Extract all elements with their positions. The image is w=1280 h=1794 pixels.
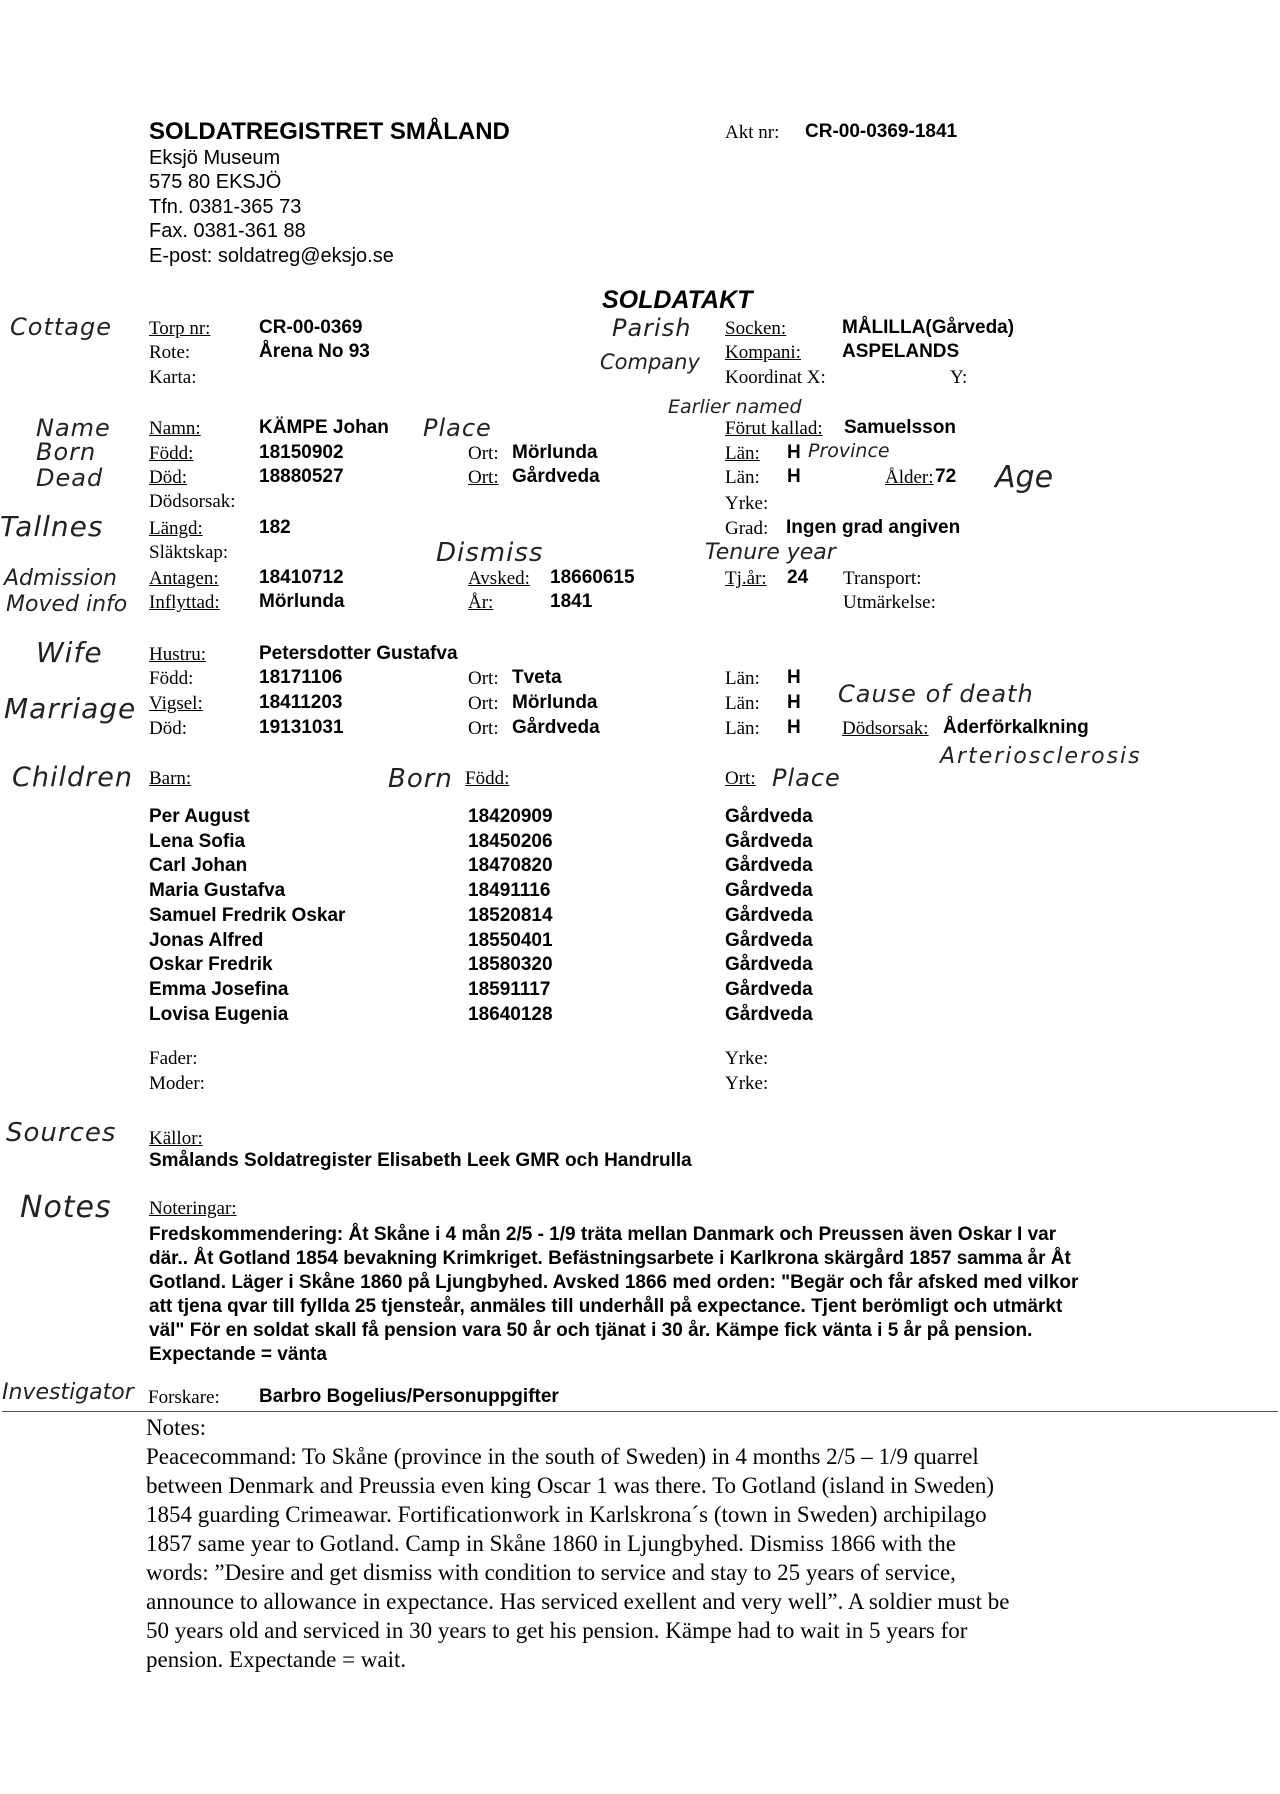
karta-label: Karta: <box>149 367 197 388</box>
wife-dodsorsak-value: Åderförkalkning <box>943 717 1089 738</box>
child-name: Jonas Alfred <box>149 930 264 951</box>
hustru-label: Hustru: <box>149 644 206 665</box>
children-ort-label: Ort: <box>725 768 756 789</box>
hustru-value: Petersdotter Gustafva <box>259 643 458 664</box>
handnote-name: Name <box>36 414 111 442</box>
child-place: Gårdveda <box>725 806 813 827</box>
avsked-value: 18660615 <box>550 567 635 588</box>
inflyttad-value: Mörlunda <box>259 591 345 612</box>
kompani-value: ASPELANDS <box>842 341 960 362</box>
koordinat-x-label: Koordinat X: <box>725 367 826 388</box>
child-place: Gårdveda <box>725 880 813 901</box>
yrke-label: Yrke: <box>725 493 769 514</box>
vigsel-label: Vigsel: <box>149 693 203 714</box>
wife-fodd-label: Född: <box>149 668 194 689</box>
child-name: Samuel Fredrik Oskar <box>149 905 346 926</box>
handnote-cottage: Cottage <box>10 313 112 341</box>
email-address: E-post: soldatreg@eksjo.se <box>149 245 394 267</box>
vigsel-value: 18411203 <box>259 692 343 713</box>
grad-value: Ingen grad angiven <box>786 517 961 538</box>
notes-line: att tjena qvar till fyllda 25 tjensteår, anmäles till underhåll på expectance. Tjent berömligt och utmärkt <box>149 1296 1063 1317</box>
notes-line: där.. Åt Gotland 1854 bevakning Krimkriget. Befästningsarbete i Karlkrona skärgård 1857 samma år Åt <box>149 1248 1071 1269</box>
handnote-company: Company <box>600 350 700 374</box>
ort-label-born: Ort: <box>468 443 499 464</box>
fader-label: Fader: <box>149 1048 198 1069</box>
child-born: 18591117 <box>468 979 551 1000</box>
fax-number: Fax. 0381-361 88 <box>149 220 306 242</box>
wife-fodd-value: 18171106 <box>259 667 343 688</box>
ar-label: År: <box>468 592 494 613</box>
handnote-born: Born <box>36 438 97 466</box>
translation-line: Peacecommand: To Skåne (province in the south of Sweden) in 4 months 2/5 – 1/9 quarrel <box>146 1444 979 1469</box>
child-born: 18450206 <box>468 831 553 852</box>
child-born: 18550401 <box>468 930 553 951</box>
child-born: 18420909 <box>468 806 553 827</box>
wife-dod-value: 19131031 <box>259 717 344 738</box>
handnote-moved-info: Moved info <box>6 592 128 617</box>
child-place: Gårdveda <box>725 930 813 951</box>
barn-label: Barn: <box>149 768 192 789</box>
socken-value: MÅLILLA(Gårveda) <box>842 317 1015 338</box>
wife-ort-3-value: Gårdveda <box>512 717 600 738</box>
register-title: SOLDATREGISTRET SMÅLAND <box>149 118 510 145</box>
child-born: 18520814 <box>468 905 553 926</box>
utmarkelse-label: Utmärkelse: <box>843 592 936 613</box>
translation-line: 1857 same year to Gotland. Camp in Skåne 1860 in Ljungbyhed. Dismiss 1866 with the <box>146 1531 957 1556</box>
child-place: Gårdveda <box>725 1004 813 1025</box>
notes-line: väl" För en soldat skall få pension vara 50 år och tjänat i 30 år. Kämpe fick vänta i 5 år på pension. <box>149 1320 1033 1341</box>
child-name: Per August <box>149 806 250 827</box>
ort-born-value: Mörlunda <box>512 442 598 463</box>
wife-ort-label-3: Ort: <box>468 718 499 739</box>
akt-value: CR-00-0369-1841 <box>805 121 958 142</box>
lan-born-value: H <box>787 442 801 463</box>
wife-lan-3-value: H <box>787 717 801 738</box>
handnote-cause-of-death: Cause of death <box>838 680 1034 708</box>
translation-title: Notes: <box>146 1415 207 1440</box>
avsked-label: Avsked: <box>468 568 530 589</box>
handnote-place: Place <box>423 414 492 442</box>
translation-line: 50 years old and serviced in 30 years to get his pension. Kämpe had to wait in 5 years for <box>146 1618 968 1643</box>
section-divider <box>2 1411 1278 1412</box>
wife-ort-label-2: Ort: <box>468 693 499 714</box>
rote-label: Rote: <box>149 342 191 363</box>
dod-label: Död: <box>149 467 187 488</box>
phone-number: Tfn. 0381-365 73 <box>149 196 302 218</box>
notes-line: Fredskommendering: Åt Skåne i 4 mån 2/5 - 1/9 träta mellan Danmark och Preussen även Oskar I var <box>149 1224 1057 1245</box>
ort-dead-value: Gårdveda <box>512 466 600 487</box>
moder-yrke-label: Yrke: <box>725 1073 769 1094</box>
child-born: 18640128 <box>468 1004 553 1025</box>
child-name: Emma Josefina <box>149 979 289 1000</box>
transport-label: Transport: <box>843 568 922 589</box>
handnote-wife: Wife <box>36 636 103 669</box>
wife-lan-2-value: H <box>787 692 801 713</box>
handnote-born-children: Born <box>388 764 453 794</box>
handnote-place-children: Place <box>772 764 841 792</box>
handnote-age: Age <box>995 460 1054 495</box>
wife-lan-1-value: H <box>787 667 801 688</box>
handnote-investigator: Investigator <box>2 1380 134 1405</box>
grad-label: Grad: <box>725 518 769 539</box>
translation-line: between Denmark and Preussia even king Oscar 1 was there. To Gotland (island in Sweden) <box>146 1473 995 1498</box>
wife-lan-label-3: Län: <box>725 718 760 739</box>
wife-lan-label-1: Län: <box>725 668 760 689</box>
namn-value: KÄMPE Johan <box>259 417 389 438</box>
dodsorsak-label: Dödsorsak: <box>149 491 236 512</box>
moder-label: Moder: <box>149 1073 205 1094</box>
child-name: Carl Johan <box>149 855 248 876</box>
fodd-label: Född: <box>149 443 194 464</box>
notes-line: Expectande = vänta <box>149 1344 327 1365</box>
handnote-admission: Admission <box>4 566 117 591</box>
wife-ort-label-1: Ort: <box>468 668 499 689</box>
handnote-marriage: Marriage <box>4 692 137 725</box>
kallor-label: Källor: <box>149 1128 203 1149</box>
handnote-notes: Notes <box>20 1190 112 1225</box>
child-name: Maria Gustafva <box>149 880 286 901</box>
translation-line: words: ”Desire and get dismiss with condition to service and stay to 25 years of service, <box>146 1560 956 1585</box>
noteringar-label: Noteringar: <box>149 1198 237 1219</box>
lan-label-dead: Län: <box>725 467 760 488</box>
handnote-province: Province <box>808 440 890 462</box>
rote-value: Årena No 93 <box>259 341 370 362</box>
alder-value: 72 <box>935 466 957 487</box>
wife-ort-1-value: Tveta <box>512 667 562 688</box>
handnote-dismiss: Dismiss <box>436 538 544 568</box>
child-name: Oskar Fredrik <box>149 954 273 975</box>
fader-yrke-label: Yrke: <box>725 1048 769 1069</box>
child-name: Lovisa Eugenia <box>149 1004 289 1025</box>
handnote-parish: Parish <box>612 314 692 342</box>
alder-label: Ålder: <box>885 467 934 488</box>
forskare-label: Forskare: <box>148 1387 220 1408</box>
lan-dead-value: H <box>787 466 801 487</box>
forskare-value: Barbro Bogelius/Personuppgifter <box>259 1386 559 1407</box>
child-born: 18491116 <box>468 880 551 901</box>
child-born: 18470820 <box>468 855 553 876</box>
ar-value: 1841 <box>550 591 593 612</box>
slaktskap-label: Släktskap: <box>149 542 229 563</box>
postal-address: 575 80 EKSJÖ <box>149 171 282 193</box>
kallor-value: Smålands Soldatregister Elisabeth Leek GMR och Handrulla <box>149 1150 692 1171</box>
dod-value: 18880527 <box>259 466 344 487</box>
document-title: SOLDATAKT <box>602 286 753 314</box>
torp-value: CR-00-0369 <box>259 317 363 338</box>
wife-lan-label-2: Län: <box>725 693 760 714</box>
child-born: 18580320 <box>468 954 553 975</box>
antagen-value: 18410712 <box>259 567 344 588</box>
handnote-earlier-named: Earlier named <box>668 396 802 418</box>
children-fodd-label: Född: <box>465 768 510 789</box>
child-place: Gårdveda <box>725 979 813 1000</box>
socken-label: Socken: <box>725 318 787 339</box>
child-place: Gårdveda <box>725 855 813 876</box>
langd-value: 182 <box>259 517 291 538</box>
translation-line: 1854 guarding Crimeawar. Fortificationwork in Karlskrona´s (town in Sweden) archipilago <box>146 1502 987 1527</box>
torp-label: Torp nr: <box>149 318 211 339</box>
handnote-arteriosclerosis: Arteriosclerosis <box>940 744 1142 769</box>
handnote-tallness: Tallnes <box>0 510 104 543</box>
fodd-value: 18150902 <box>259 442 344 463</box>
lan-label-born: Län: <box>725 443 760 464</box>
tjar-value: 24 <box>787 567 809 588</box>
handnote-dead: Dead <box>36 464 104 492</box>
translation-line: pension. Expectande = wait. <box>146 1647 407 1672</box>
antagen-label: Antagen: <box>149 568 219 589</box>
org-name: Eksjö Museum <box>149 147 281 169</box>
translation-line: announce to allowance in expectance. Has serviced exellent and very well”. A soldier must be <box>146 1589 1010 1614</box>
wife-ort-2-value: Mörlunda <box>512 692 598 713</box>
forut-kallad-value: Samuelsson <box>844 417 956 438</box>
handnote-tenure-year: Tenure year <box>705 540 836 565</box>
child-place: Gårdveda <box>725 905 813 926</box>
handnote-sources: Sources <box>6 1118 117 1148</box>
child-name: Lena Sofia <box>149 831 246 852</box>
notes-line: Gotland. Läger i Skåne 1860 på Ljungbyhed. Avsked 1866 med orden: "Begär och får afsked med vilkor <box>149 1272 1079 1293</box>
child-place: Gårdveda <box>725 954 813 975</box>
ort-label-dead: Ort: <box>468 467 499 488</box>
child-place: Gårdveda <box>725 831 813 852</box>
forut-kallad-label: Förut kallad: <box>725 418 823 439</box>
koordinat-y-label: Y: <box>950 367 968 388</box>
wife-dod-label: Död: <box>149 718 187 739</box>
langd-label: Längd: <box>149 518 203 539</box>
akt-label: Akt nr: <box>725 122 780 143</box>
tjar-label: Tj.år: <box>725 568 767 589</box>
wife-dodsorsak-label: Dödsorsak: <box>842 718 929 739</box>
inflyttad-label: Inflyttad: <box>149 592 220 613</box>
kompani-label: Kompani: <box>725 342 801 363</box>
namn-label: Namn: <box>149 418 201 439</box>
handnote-children: Children <box>12 762 133 793</box>
